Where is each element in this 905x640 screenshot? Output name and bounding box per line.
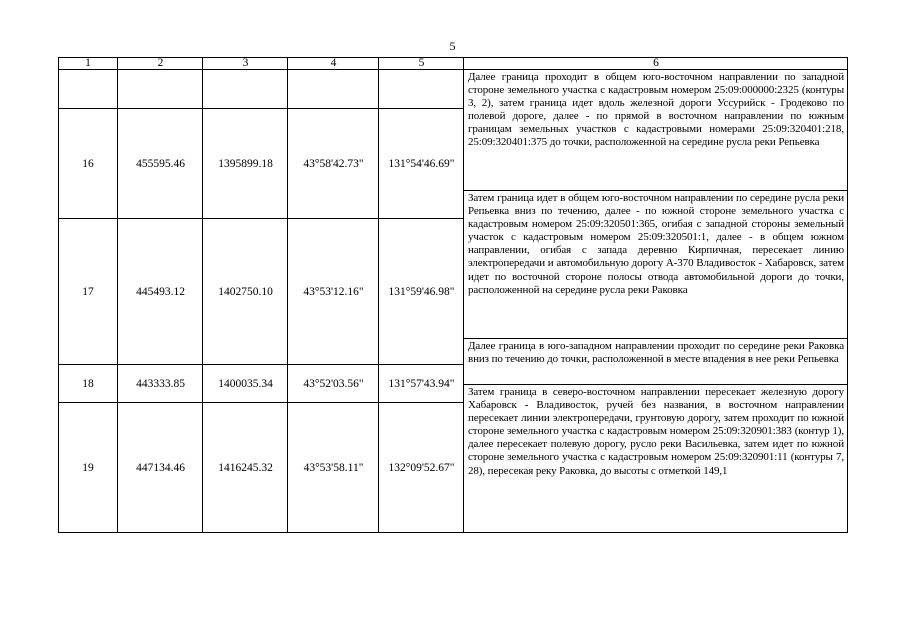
boundary-description-2: Затем граница идет в общем юго-восточном направлении по середине русла реки Репьевка вниз по течению, далее - по южной стороне земельного участка с кадастровым номером 25:09:320501:365, огибая с западной стороны земельный участок с кадастровым номером 25:09:320501:1, далее - в общем южном направлении, огибая с запада деревню Кирпичная, пересекает линию электропередачи и автомобильную дорогу А-370 Владивосток - Хабаровск, затем идет по восточной стороне полосы отвода автомобильной дороги до точки, расположенной на середине русла реки Раковка [468, 192, 844, 296]
point-18-x: 443333.85 [136, 377, 185, 390]
header-col-3: 3 [242, 57, 249, 69]
point-16-x: 455595.46 [136, 157, 185, 170]
point-19-latitude: 43°53'58.11" [303, 461, 364, 474]
header-col-5: 5 [418, 57, 425, 69]
point-16-longitude: 131°54'46.69" [388, 157, 455, 170]
point-16-latitude: 43°58'42.73" [303, 157, 364, 170]
point-19-number: 19 [82, 461, 94, 474]
header-col-1: 1 [85, 57, 91, 69]
boundary-description-4: Затем граница в северо-восточном направлении пересекает железную дорогу Хабаровск - Владивосток, ручей без названия, в восточном направлении пересекает линии электропередачи, грунтовую дорогу, затем проходит по южной стороне земельного участка с кадастровым номером 25:09:320901:383 (контур 1), далее пересекает полевую дорогу, русло реки Васильевка, затем идет по южной стороне земельного участка с кадастровым номером 25:09:320901:11 (контуры 7, 28), пересекая реку Раковка, до высоты с отметкой 149,1 [468, 386, 844, 477]
header-col-4: 4 [330, 57, 337, 69]
point-16-y: 1395899.18 [218, 157, 273, 170]
point-17-y: 1402750.10 [218, 285, 273, 298]
point-18-latitude: 43°52'03.56" [303, 377, 364, 390]
boundary-table [58, 57, 848, 533]
point-18-number: 18 [82, 377, 94, 390]
point-16-number: 16 [82, 157, 94, 170]
header-col-2: 2 [157, 57, 164, 69]
point-17-longitude: 131°59'46.98" [388, 285, 455, 298]
point-17-number: 17 [82, 285, 94, 298]
page-number: 5 [449, 39, 456, 53]
point-19-longitude: 132°09'52.67" [388, 461, 455, 474]
boundary-description-1: Далее граница проходит в общем юго-восточном направлении по западной стороне земельного участка с кадастровым номером 25:09:000000:2325 (контуры 3, 2), затем граница идет вдоль железной дороги Уссурийск - Гродеково по полевой дороге, далее - по прямой в восточном направлении по южным границам земельных участков с кадастровыми номерами 25:09:320401:218, 25:09:320401:375 до точки, расположенной на середине русла реки Репьевка [468, 71, 844, 149]
header-col-6: 6 [653, 57, 659, 69]
point-17-latitude: 43°53'12.16" [303, 285, 364, 298]
point-19-y: 1416245.32 [218, 461, 273, 474]
point-18-longitude: 131°57'43.94" [388, 377, 455, 390]
boundary-description-3: Далее граница в юго-западном направлении проходит по середине реки Раковка вниз по течению до точки, расположенной в месте впадения в нее реки Репьевка [468, 340, 844, 366]
point-18-y: 1400035.34 [218, 377, 273, 390]
point-19-x: 447134.46 [136, 461, 185, 474]
point-17-x: 445493.12 [136, 285, 185, 298]
